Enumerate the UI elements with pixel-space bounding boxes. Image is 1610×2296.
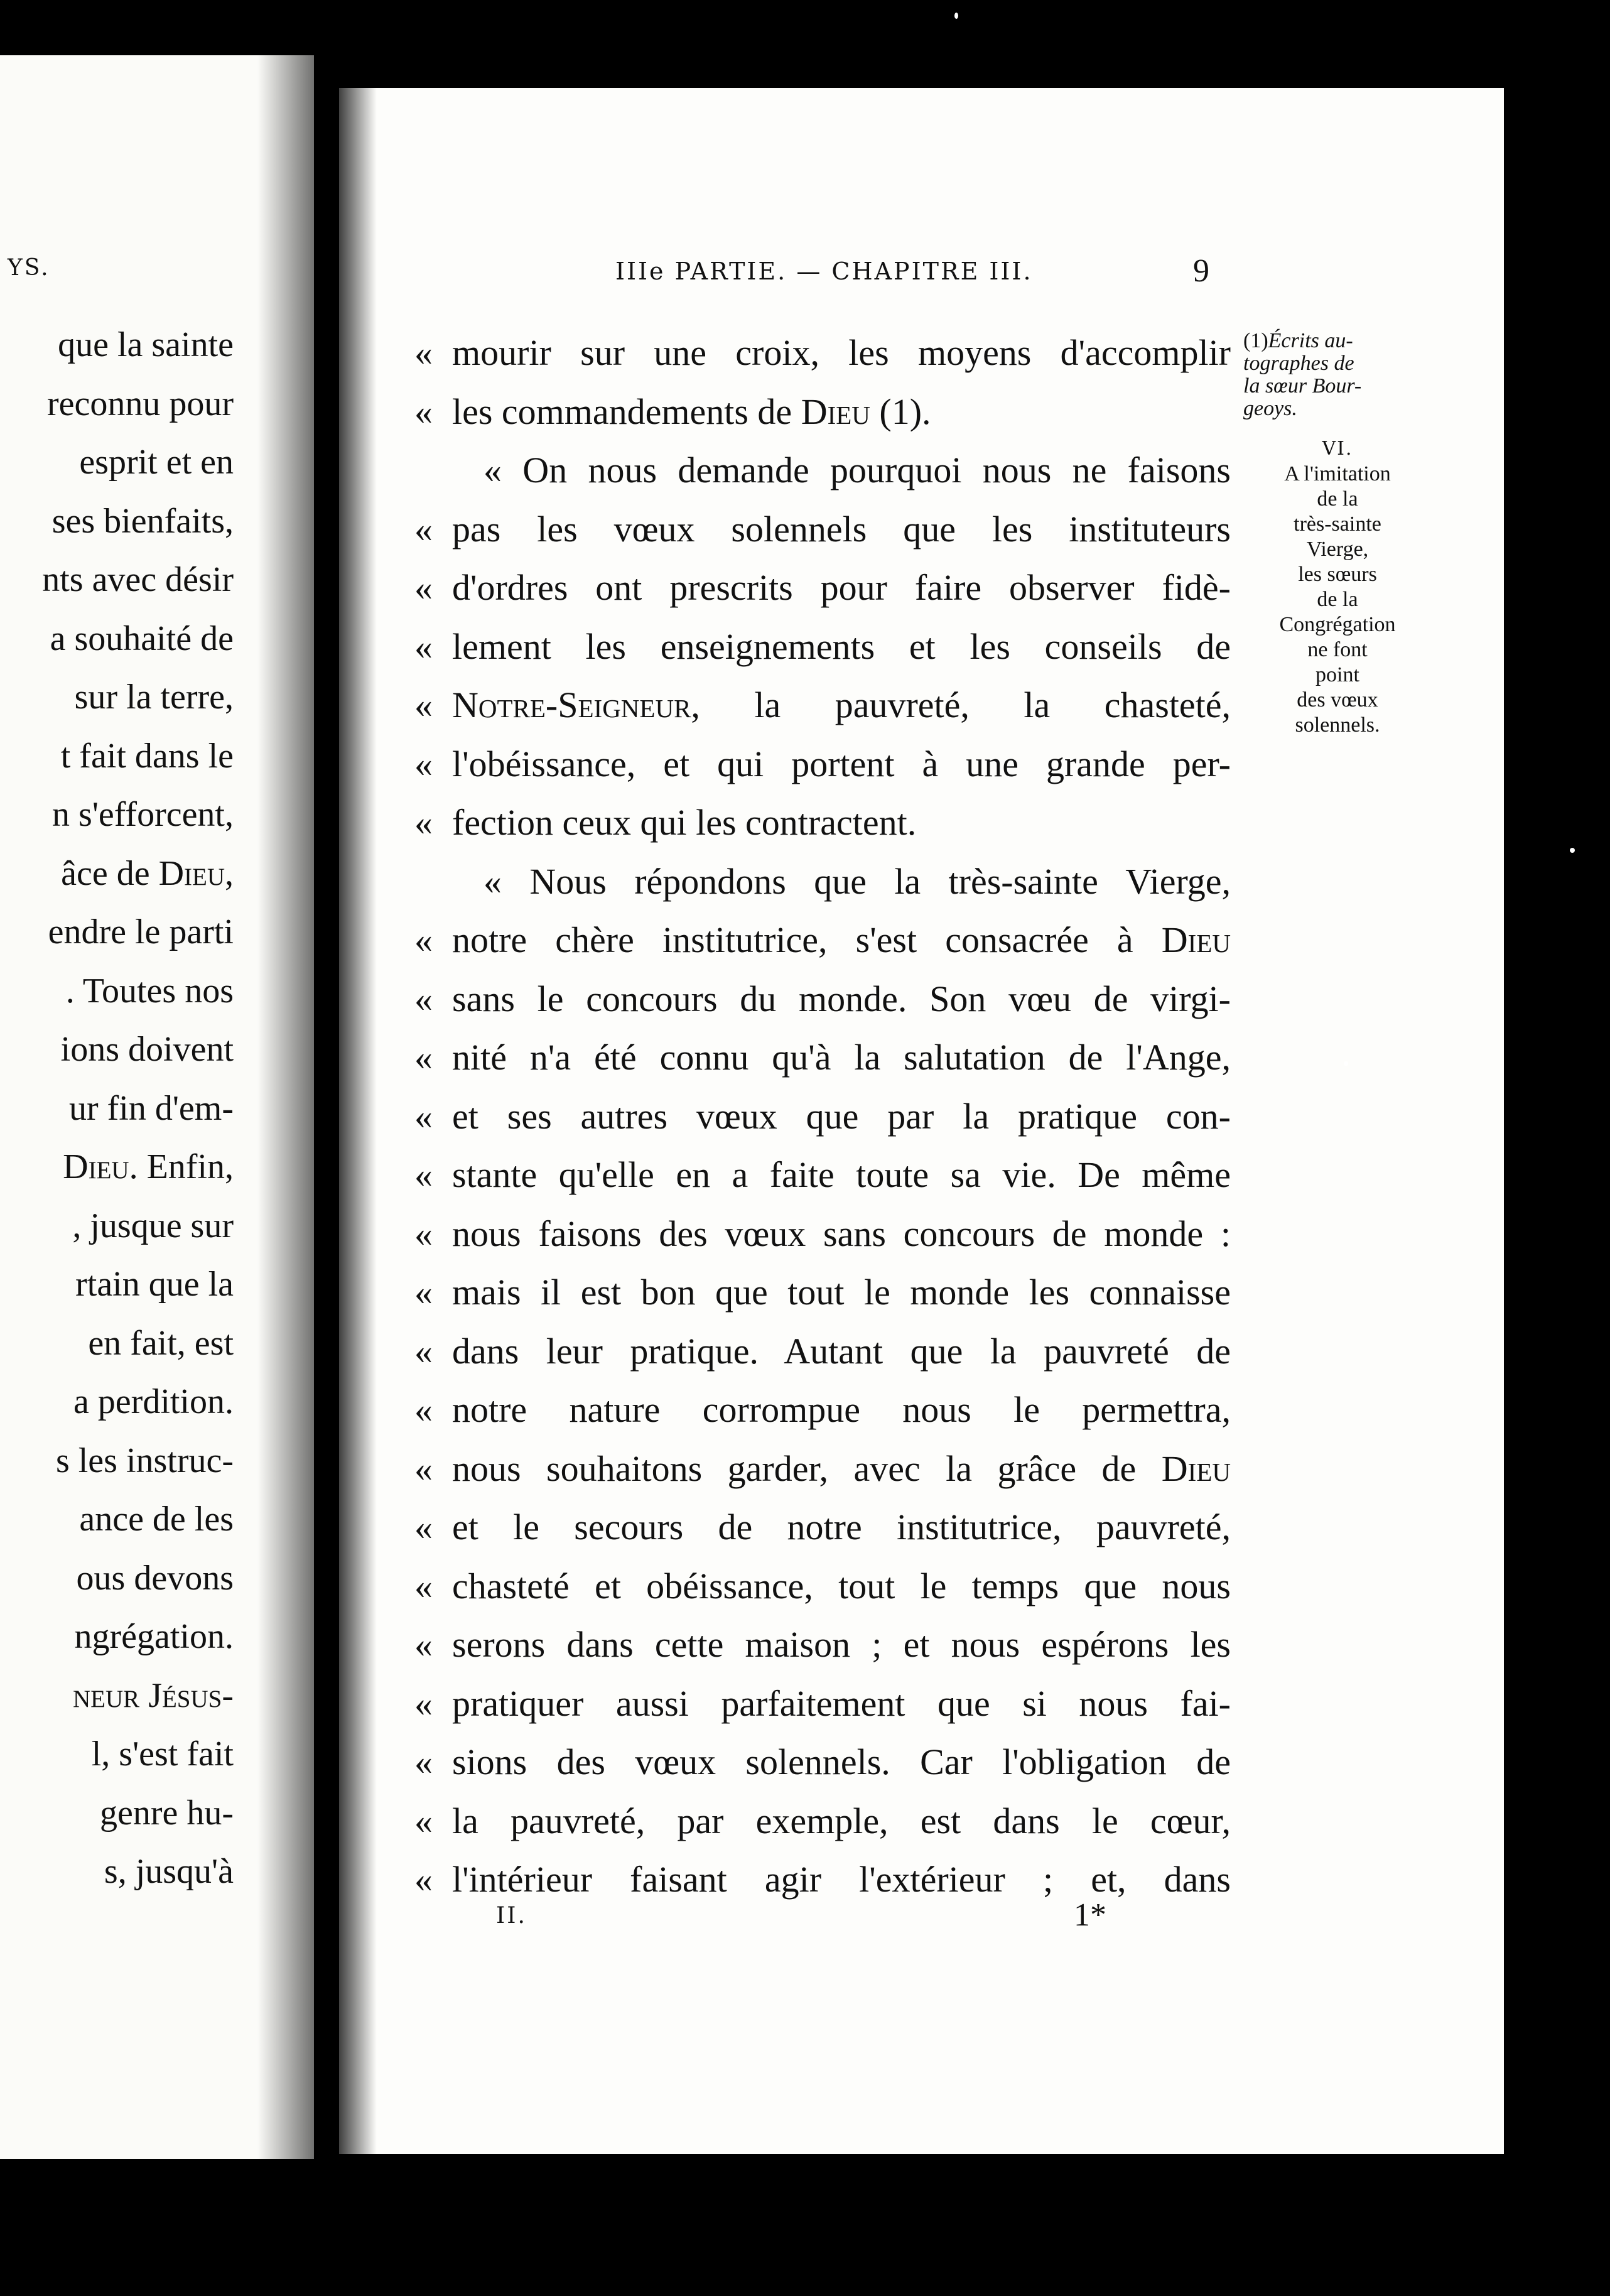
line-text: nous souhaitons garder, avec la grâce de Dieu — [452, 1448, 1231, 1489]
text-line — [414, 1557, 1231, 1616]
left-page-line: ses bienfaits, — [51, 501, 234, 541]
page-number: 9 — [1193, 253, 1209, 289]
line-text: chasteté et obéissance, tout le temps que nous — [452, 1565, 1231, 1606]
running-head: IIIe PARTIE. — CHAPITRE III. — [615, 257, 1033, 285]
text-line — [414, 1087, 1231, 1146]
line-quote-mark: « — [414, 1800, 433, 1841]
line-text: l'intérieur faisant agir l'extérieur ; et, dans — [452, 1859, 1231, 1900]
left-page-line: sur la terre, — [74, 678, 234, 717]
line-quote-mark: « — [414, 1389, 433, 1430]
line-quote-mark: « — [414, 1330, 433, 1372]
line-text: sions des vœux solennels. Car l'obligation de — [452, 1741, 1231, 1782]
line-text: serons dans cette maison ; et nous espérons les — [452, 1624, 1231, 1665]
line-quote-mark: « — [414, 1272, 433, 1313]
text-line — [414, 323, 1231, 382]
left-page-line: ous devons — [76, 1558, 234, 1598]
line-quote-mark: « — [414, 919, 433, 960]
text-line — [414, 1615, 1231, 1674]
line-quote-mark: « — [414, 1565, 433, 1606]
text-line — [414, 558, 1231, 617]
left-running-head: YS. — [8, 255, 50, 281]
line-text: l'obéissance, et qui portent à une grande per- — [452, 743, 1231, 784]
left-page-line: Dieu. Enfin, — [63, 1147, 234, 1186]
line-text: et ses autres vœux que par la pratique con- — [452, 1095, 1231, 1137]
line-text: sans le concours du monde. Son vœu de virgi- — [452, 978, 1231, 1019]
text-line — [414, 970, 1231, 1029]
text-line — [414, 1028, 1231, 1087]
line-text: notre chère institutrice, s'est consacrée à Dieu — [452, 919, 1231, 960]
sidenote-line: Vierge, — [1306, 538, 1369, 561]
line-quote-mark: « — [414, 1095, 433, 1137]
line-quote-mark: « — [414, 802, 433, 843]
line-quote-mark: « — [414, 743, 433, 784]
line-text: pratiquer aussi parfaitement que si nous fai- — [452, 1682, 1231, 1724]
left-page-line: ance de les — [79, 1500, 234, 1539]
scan-speck — [1344, 1061, 1348, 1066]
left-page-line: que la sainte — [58, 325, 234, 364]
line-quote-mark: « — [414, 1037, 433, 1078]
sidenote-line: solennels. — [1295, 713, 1380, 737]
text-line — [414, 1674, 1231, 1733]
text-line — [414, 1850, 1231, 1909]
line-text: fection ceux qui les contractent. — [452, 802, 917, 843]
line-text: « On nous demande pourquoi nous ne faisons — [484, 450, 1231, 490]
line-quote-mark: « — [414, 1741, 433, 1782]
text-line — [414, 852, 1231, 911]
footnote-line: la sœur Bour- — [1243, 374, 1362, 398]
line-quote-mark: « — [414, 625, 433, 667]
left-page-line: âce de Dieu, — [61, 853, 234, 893]
sidenote-line: ne font — [1307, 638, 1368, 661]
sidenote-line: A l'imitation — [1284, 462, 1391, 485]
text-line — [414, 382, 1231, 441]
line-text: nous faisons des vœux sans concours de monde : — [452, 1213, 1231, 1254]
left-page-line: a souhaité de — [50, 619, 234, 658]
line-quote-mark: « — [414, 391, 433, 432]
text-line — [414, 1733, 1231, 1792]
footnote-line: tographes de — [1243, 352, 1354, 375]
text-line — [414, 911, 1231, 970]
scan-speck — [954, 13, 958, 19]
line-quote-mark: « — [414, 1154, 433, 1195]
sidenote-line: très-sainte — [1294, 512, 1381, 536]
line-quote-mark: « — [414, 567, 433, 608]
left-page-line: a perdition. — [73, 1382, 234, 1421]
left-page-line: reconnu pour — [46, 384, 234, 423]
line-quote-mark: « — [414, 1682, 433, 1724]
line-text: les commandements de Dieu (1). — [452, 391, 931, 432]
left-page-line: ur fin d'em- — [68, 1088, 234, 1128]
line-text: mourir sur une croix, les moyens d'accomplir — [452, 332, 1231, 373]
footnote-line: geoys. — [1243, 397, 1297, 420]
footnote-line: Écrits au- — [1268, 329, 1353, 352]
line-text: Notre-Seigneur, la pauvreté, la chasteté, — [452, 685, 1231, 725]
text-line — [414, 793, 1231, 852]
text-line — [414, 1263, 1231, 1322]
footnote-first-line — [1243, 330, 1432, 352]
left-page-line: genre hu- — [99, 1793, 234, 1833]
line-text: notre nature corrompue nous le permettra, — [452, 1389, 1231, 1430]
signature-mark: II. — [496, 1903, 527, 1929]
sidenote-line: Congrégation — [1279, 613, 1396, 636]
line-quote-mark: « — [414, 332, 433, 373]
sidenote-line: des vœux — [1297, 688, 1378, 712]
left-page-line: . Toutes nos — [65, 971, 234, 1010]
text-line — [414, 1145, 1231, 1205]
sidenote-line: de la — [1317, 487, 1358, 511]
text-line — [414, 676, 1231, 735]
left-page-line: n s'efforcent, — [52, 795, 234, 834]
line-text: et le secours de notre institutrice, pauvreté, — [452, 1507, 1231, 1547]
sidenote-line: les sœurs — [1298, 563, 1377, 586]
text-line — [414, 1439, 1231, 1498]
left-page-line: endre le parti — [48, 912, 234, 951]
left-page-line: ions doivent — [60, 1030, 234, 1069]
body-text — [414, 323, 1231, 1909]
text-line — [414, 735, 1231, 794]
line-quote-mark: « — [414, 1624, 433, 1665]
line-quote-mark: « — [414, 1859, 433, 1900]
line-text: « Nous répondons que la très-sainte Vierge, — [484, 860, 1231, 902]
left-page-line: t fait dans le — [60, 736, 234, 776]
line-text: stante qu'elle en a faite toute sa vie. De même — [452, 1154, 1231, 1195]
left-page-line: neur Jésus- — [73, 1676, 234, 1715]
text-line — [414, 500, 1231, 559]
left-page-line: s les instruc- — [55, 1441, 234, 1480]
text-line — [414, 1792, 1231, 1851]
line-quote-mark: « — [414, 1507, 433, 1547]
left-page-line: en fait, est — [88, 1323, 234, 1363]
line-quote-mark: « — [414, 508, 433, 550]
sidenote — [1243, 436, 1432, 738]
left-facing-page — [0, 55, 314, 2159]
line-quote-mark: « — [414, 1213, 433, 1254]
text-line — [414, 1205, 1231, 1264]
text-line — [414, 1322, 1231, 1381]
line-text: la pauvreté, par exemple, est dans le cœur, — [452, 1800, 1231, 1841]
footnote — [1243, 330, 1432, 420]
sidenote-line: de la — [1317, 588, 1358, 611]
sidenote-numeral: VI. — [1322, 438, 1353, 460]
line-text: lement les enseignements et les conseils de — [452, 625, 1231, 667]
left-page-line: l, s'est fait — [91, 1735, 234, 1773]
right-page — [339, 88, 1504, 2154]
line-text: mais il est bon que tout le monde les connaisse — [452, 1272, 1231, 1313]
left-page-text — [42, 316, 234, 1902]
line-text: dans leur pratique. Autant que la pauvreté de — [452, 1330, 1231, 1372]
text-line — [414, 1498, 1231, 1557]
left-page-line: s, jusqu'à — [104, 1852, 234, 1891]
left-page-line: ngrégation. — [74, 1617, 234, 1656]
left-page-line: esprit et en — [79, 443, 234, 482]
left-page-line: rtain que la — [75, 1265, 234, 1304]
line-quote-mark: « — [414, 978, 433, 1019]
text-line — [414, 1380, 1231, 1439]
line-text: d'ordres ont prescrits pour faire observer fidè- — [452, 567, 1231, 608]
sidenote-line: point — [1316, 663, 1359, 686]
margin-notes — [1243, 330, 1432, 738]
text-line — [414, 441, 1231, 500]
line-text: nité n'a été connu qu'à la salutation de l'Ange, — [452, 1037, 1231, 1078]
line-quote-mark: « — [414, 1448, 433, 1489]
left-page-line: nts avec désir — [42, 560, 234, 599]
gathering-mark: 1* — [1074, 1897, 1106, 1933]
line-text: pas les vœux solennels que les instituteurs — [452, 508, 1231, 550]
line-quote-mark: « — [414, 685, 433, 725]
scan-speck — [1570, 848, 1575, 853]
footnote-number: (1) — [1243, 329, 1268, 352]
text-line — [414, 617, 1231, 676]
left-page-line: , jusque sur — [72, 1206, 234, 1245]
